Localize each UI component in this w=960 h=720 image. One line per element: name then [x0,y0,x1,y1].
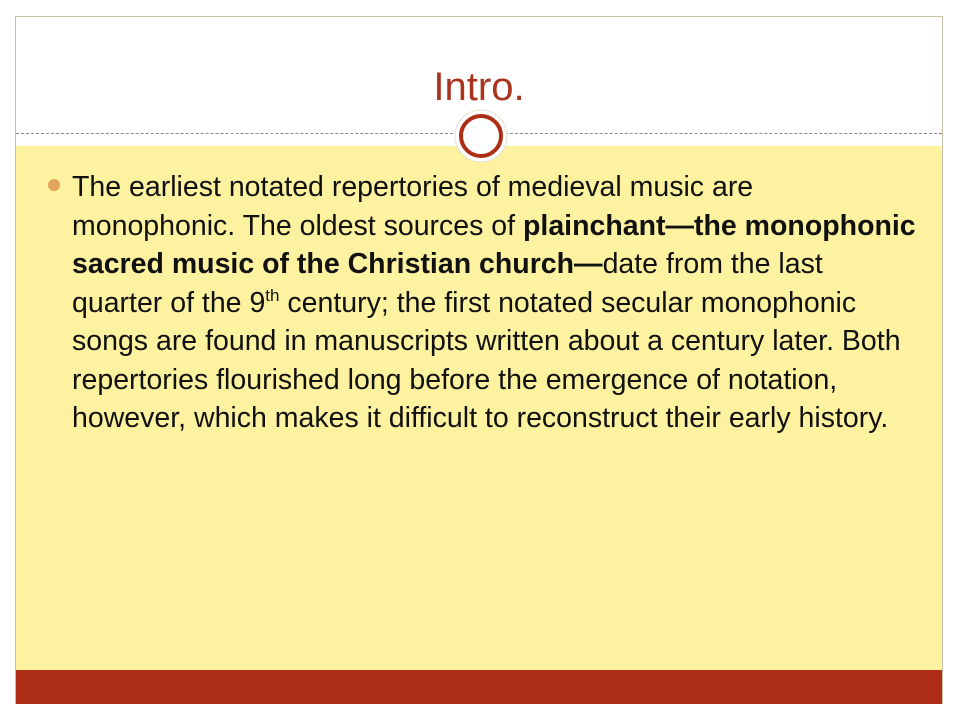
slide-title: Intro. [433,65,525,109]
bullet-dot-icon [48,179,60,191]
footer-bar [16,670,942,704]
body-text-part1: The earliest notated repertories of medieval music are monophonic. The oldest sources of [72,171,754,242]
bullet-item [48,168,918,438]
body-text-part3: century; the first notated secular monophonic songs are found in manuscripts written about a century later. Both repertories flourished long before the emergence of notation, however, which makes it difficult to reconstruct their early history. [72,286,901,434]
ring-ornament-icon [454,109,508,163]
bullet-text [72,168,918,438]
body-text-bold: plainchant—the monophonic sacred music of the Christian church— [72,209,916,280]
body-text-part2: date from the last quarter of the 9 [72,248,823,319]
body-text-superscript: th [265,285,280,305]
